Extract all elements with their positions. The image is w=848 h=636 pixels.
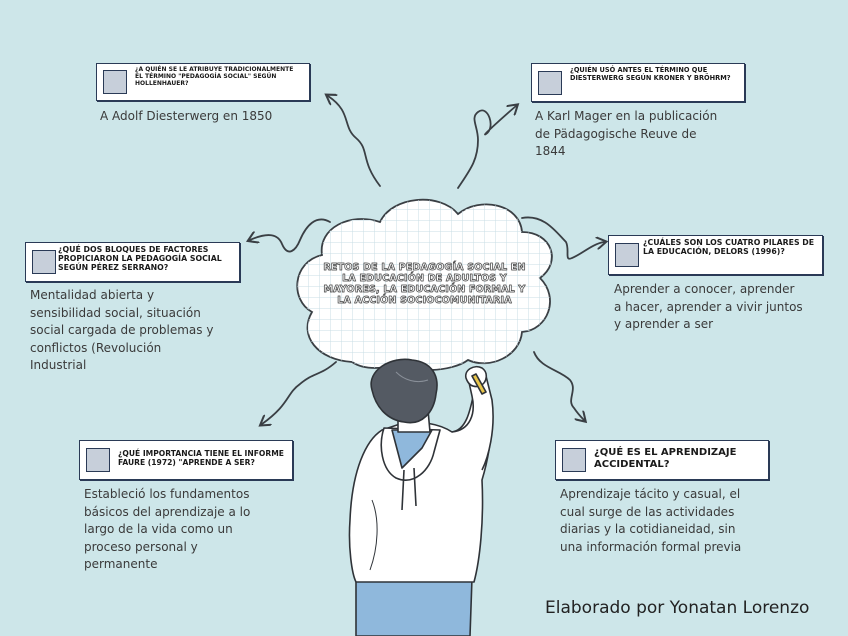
arrow-top-left (328, 96, 380, 186)
answer-text: Aprendizaje tácito y casual, el cual surge de las actividades diarias y la cotidianeidad, sin una información formal previa (560, 487, 742, 554)
answer-text: A Adolf Diesterwerg en 1850 (100, 109, 273, 123)
checkbox-square-icon (538, 71, 562, 95)
checkbox-square-icon (562, 448, 586, 472)
question-text: ¿A QUIÉN SE LE ATRIBUYE TRADICIONALMENTE EL TÉRMINO "PEDAGOGÍA SOCIAL" SEGÚN HOLLENHAUER? (135, 66, 294, 87)
person-drawing (349, 359, 493, 636)
arrow-bottom-left (262, 362, 336, 424)
answer-text: Mentalidad abierta y sensibilidad social, situación social cargada de problemas y conflictos (Revolución Industrial (30, 288, 214, 372)
arrow-top-right (458, 106, 516, 188)
answer-text: A Karl Mager en la publicación de Pädagogische Reuve de 1844 (535, 109, 718, 158)
checkbox-square-icon (615, 243, 639, 267)
answer-text: Estableció los fundamentos básicos del aprendizaje a lo largo de la vida como un proceso personal y permanente (84, 487, 251, 571)
question-box (608, 235, 823, 275)
checkbox-square-icon (86, 448, 110, 472)
central-title: RETOS DE LA PEDAGOGÍA SOCIAL EN LA EDUCACIÓN DE ADULTOS Y MAYORES, LA EDUCACIÓN FORMAL Y LA ACCIÓN SOCIOCOMUNITARIA (323, 262, 526, 306)
checkbox-square-icon (103, 70, 127, 94)
question-text: ¿QUÉ IMPORTANCIA TIENE EL INFORME FAURE (1972) "APRENDE A SER? (118, 449, 284, 467)
question-text: ¿QUÉ DOS BLOQUES DE FACTORES PROPICIARON LA PEDAGOGÍA SOCIAL SEGÚN PÉREZ SERRANO? (58, 245, 222, 272)
author-credit: Elaborado por Yonatan Lorenzo (545, 598, 810, 618)
arrow-mid-left (250, 219, 330, 251)
question-box (96, 63, 310, 101)
arrow-bottom-right (534, 352, 584, 420)
question-text: ¿QUÉ ES EL APRENDIZAJE ACCIDENTAL? (594, 447, 737, 470)
checkbox-square-icon (32, 250, 56, 274)
question-box (25, 242, 240, 282)
question-box (79, 440, 293, 480)
question-text: ¿CUÁLES SON LOS CUATRO PILARES DE LA EDUCACIÓN, DELORS (1996)? (643, 238, 815, 256)
question-box (555, 440, 769, 480)
answer-text: Aprender a conocer, aprender a hacer, aprender a vivir juntos y aprender a ser (614, 282, 803, 331)
question-box (531, 63, 745, 102)
question-text: ¿QUIÉN USÓ ANTES EL TÉRMINO QUE DIESTERWERG SEGÚN KRONER Y BRÖHRM? (570, 66, 731, 82)
